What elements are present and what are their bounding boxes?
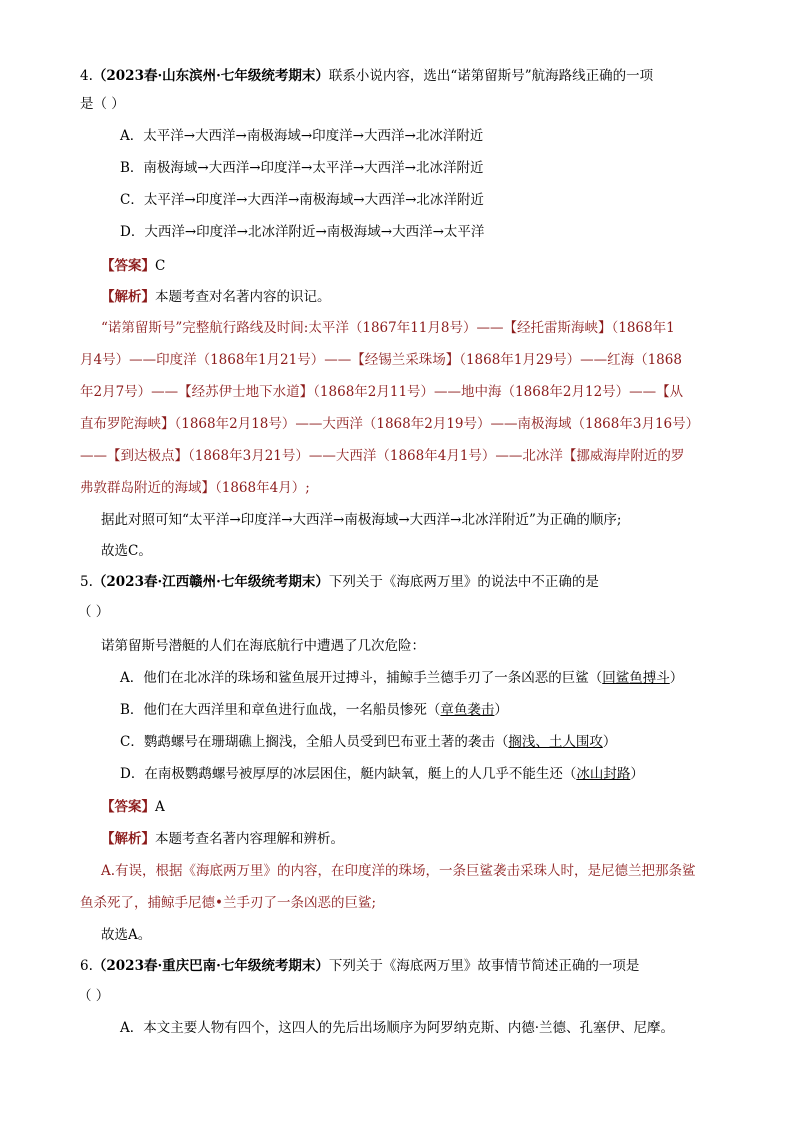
q5-option-c-underline: 搁浅、土人围攻 (508, 734, 603, 750)
q4-source: （2023春·山东滨州·七年级统考期末） (92, 68, 329, 84)
q4-number: 4. (80, 68, 93, 84)
q5-answer-label: 【答案】 (101, 799, 155, 815)
q5-option-c-text: C．鹦鹉螺号在珊瑚礁上搁浅，全船人员受到巴布亚土著的袭击（ (120, 734, 509, 750)
q6-stem-line2: （ ） (78, 988, 110, 1004)
q5-option-a-underline: 回鲨鱼搏斗 (602, 670, 670, 686)
q4-analysis-label: 【解析】 (101, 289, 155, 305)
q5-option-a-text: A．他们在北冰洋的珠场和鲨鱼展开过搏斗，捕鲸手兰德手刃了一条凶恶的巨鲨（ (120, 670, 603, 686)
q5-intro: 诺第留斯号潜艇的人们在海底航行中遭遇了几次危险： (101, 638, 425, 654)
q5-option-a (120, 668, 683, 688)
q5-number: 5. (80, 574, 93, 590)
q5-option-a-end: ） (669, 670, 684, 686)
q4-answer (101, 256, 165, 276)
q5-option-c-end: ） (602, 734, 617, 750)
q4-detail-line: “诺第留斯号”完整航行路线及时间:太平洋（1867年11月8号）——【经托雷斯海峡】（1868年1 (101, 320, 675, 336)
q4-option-d: D．大西洋→印度洋→北冰洋附近→南极海域→大西洋→太平洋 (120, 224, 485, 240)
q4-stem-line1 (80, 66, 653, 86)
q5-option-d-text: D．在南极鹦鹉螺号被厚厚的冰层困住，艇内缺氧，艇上的人几乎不能生还（ (120, 766, 577, 782)
q5-option-c (120, 732, 616, 752)
q4-option-a: A．太平洋→大西洋→南极海域→印度洋→大西洋→北冰洋附近 (120, 128, 484, 144)
q4-option-b: B．南极海域→大西洋→印度洋→太平洋→大西洋→北冰洋附近 (120, 160, 484, 176)
q6-stem-text: 下列关于《海底两万里》故事情节简述正确的一项是 (328, 958, 640, 974)
q4-answer-label: 【答案】 (101, 258, 155, 274)
q4-conclusion: 据此对照可知“太平洋→印度洋→大西洋→南极海域→大西洋→北冰洋附近”为正确的顺序; (101, 512, 622, 528)
q4-detail-line: 弗敦群岛附近的海域】（1868年4月）; (80, 480, 310, 496)
q5-analysis-text: 本题考查名著内容理解和辨析。 (155, 831, 344, 847)
q4-answer-value: C (155, 258, 166, 274)
q5-analysis-label: 【解析】 (101, 831, 155, 847)
q4-analysis (101, 287, 331, 307)
q5-option-b-text: B．他们在大西洋里和章鱼进行血战，一名船员惨死（ (120, 702, 441, 718)
q4-detail-line: 年2月7号）——【经苏伊士地下水道】（1868年2月11号）——地中海（1868年2月12号）——【从 (80, 384, 684, 400)
q5-stem-line2: （ ） (78, 604, 110, 620)
q5-detail-line: A.有误，根据《海底两万里》的内容，在印度洋的珠场，一条巨鲨袭击采珠人时，是尼德兰把那条鲨 (101, 863, 696, 879)
q5-analysis (101, 829, 344, 849)
q5-answer-value: A (155, 799, 165, 815)
q4-stem-line2: 是（ ） (80, 96, 125, 112)
q6-number: 6. (80, 958, 93, 974)
q4-analysis-text: 本题考查对名著内容的识记。 (155, 289, 331, 305)
q6-source: （2023春·重庆巴南·七年级统考期末） (92, 958, 329, 974)
q4-option-c: C．太平洋→印度洋→大西洋→南极海域→大西洋→北冰洋附近 (120, 192, 484, 208)
q4-choose: 故选C。 (101, 543, 152, 559)
q5-source: （2023春·江西赣州·七年级统考期末） (92, 574, 329, 590)
q5-option-d-underline: 冰山封路 (576, 766, 631, 782)
q6-option-a: A．本文主要人物有四个，这四人的先后出场顺序为阿罗纳克斯、内德·兰德、孔塞伊、尼摩。 (120, 1020, 675, 1036)
q6-stem-line1 (80, 956, 639, 976)
q5-answer (101, 797, 165, 817)
q5-stem-text: 下列关于《海底两万里》的说法中不正确的是 (328, 574, 599, 590)
q4-detail-line: 直布罗陀海峡】（1868年2月18号）——大西洋（1868年2月19号）——南极海域（1868年3月16号） (80, 416, 700, 432)
q4-stem-text: 联系小说内容，选出“诺第留斯号”航海路线正确的一项 (328, 68, 654, 84)
q5-option-b (120, 700, 508, 720)
q5-stem-line1 (80, 572, 599, 592)
q4-detail-line: 月4号）——印度洋（1868年1月21号）——【经锡兰采珠场】（1868年1月29号）——红海（1868 (80, 352, 682, 368)
q5-choose: 故选A。 (101, 927, 152, 943)
q5-option-b-end: ） (494, 702, 508, 718)
q5-option-b-underline: 章鱼袭击 (440, 702, 495, 718)
q5-option-d (120, 764, 644, 784)
q5-detail-line: 鱼杀死了，捕鲸手尼德•兰手刃了一条凶恶的巨鲨; (80, 895, 377, 911)
q5-option-d-end: ） (630, 766, 644, 782)
q4-detail-line: ——【到达极点】（1868年3月21号）——大西洋（1868年4月1号）——北冰洋【挪威海岸附近的罗 (80, 448, 685, 464)
